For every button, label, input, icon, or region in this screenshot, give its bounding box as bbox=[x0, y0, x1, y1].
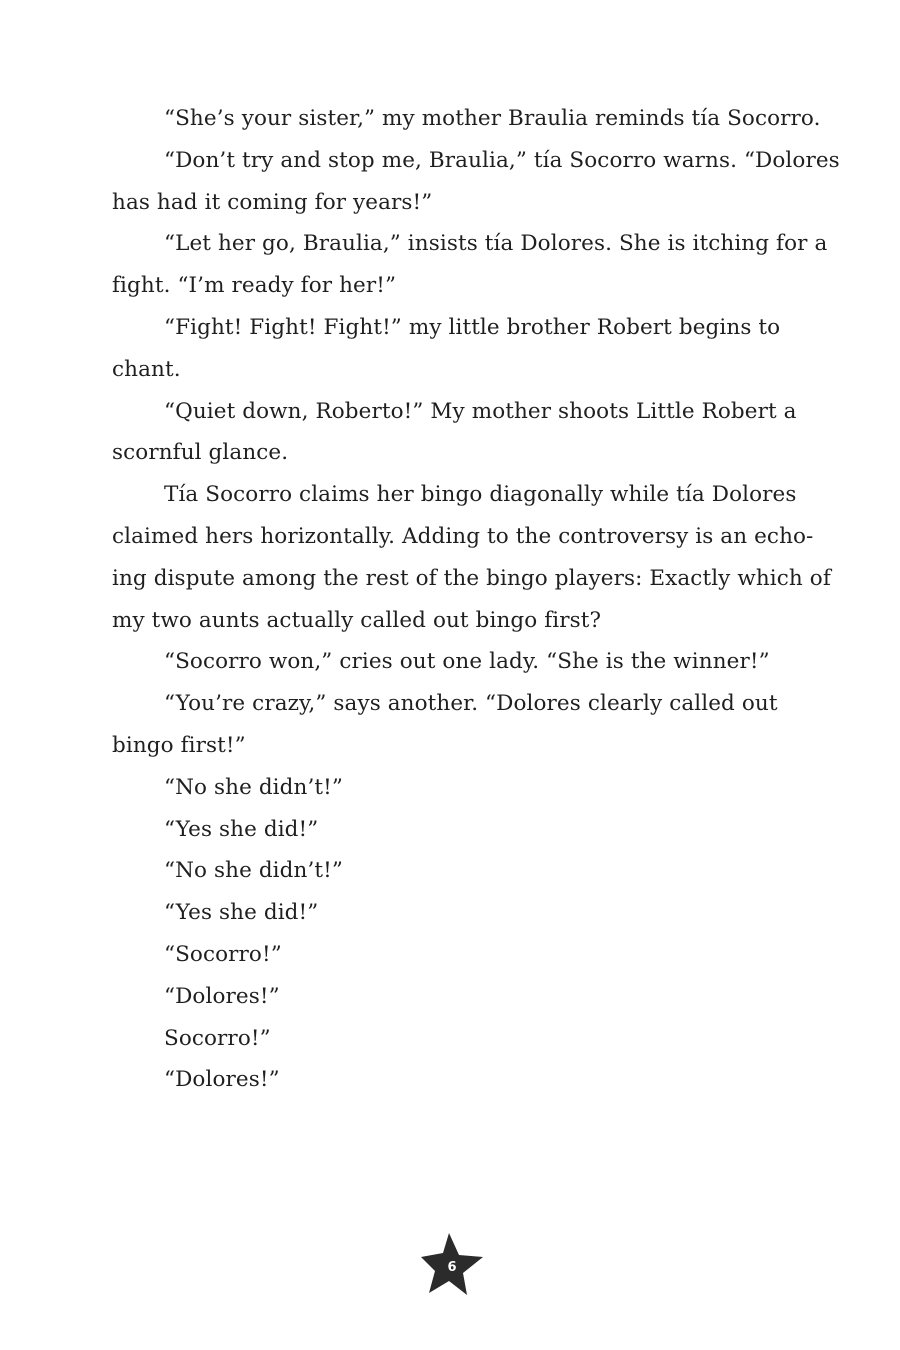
paragraph bbox=[112, 140, 840, 224]
paragraph bbox=[112, 976, 792, 1018]
page-number: 6 bbox=[447, 1259, 457, 1275]
paragraph bbox=[112, 223, 828, 307]
text-line: “No she didn’t!” bbox=[164, 858, 343, 884]
text-line: Socorro!” bbox=[164, 1025, 271, 1051]
text-line: claimed hers horizontally. Adding to the controversy is an echo- bbox=[112, 523, 814, 549]
text-line: has had it coming for years!” bbox=[112, 189, 433, 215]
paragraph bbox=[112, 1018, 792, 1060]
paragraph bbox=[112, 474, 831, 641]
text-line: fight. “I’m ready for her!” bbox=[112, 273, 397, 299]
paragraph bbox=[112, 307, 792, 391]
text-line: “Yes she did!” bbox=[164, 900, 319, 926]
paragraph bbox=[112, 892, 792, 934]
text-line: Tía Socorro claims her bingo diagonally while tía Dolores bbox=[164, 482, 797, 508]
text-line: “Fight! Fight! Fight!” my little brother Robert begins to bbox=[164, 314, 781, 340]
text-line: “Dolores!” bbox=[164, 1067, 280, 1093]
text-line: chant. bbox=[112, 356, 181, 382]
paragraph bbox=[112, 641, 792, 683]
paragraph bbox=[112, 1059, 792, 1101]
text-line: “Socorro won,” cries out one lady. “She is the winner!” bbox=[164, 649, 770, 675]
body-text bbox=[112, 98, 840, 1101]
text-line: “Don’t try and stop me, Braulia,” tía Socorro warns. “Dolores bbox=[164, 147, 840, 173]
text-line: ing dispute among the rest of the bingo players: Exactly which of bbox=[112, 565, 831, 591]
paragraph bbox=[112, 767, 792, 809]
text-line: bingo first!” bbox=[112, 732, 246, 758]
text-line: “Socorro!” bbox=[164, 941, 282, 967]
paragraph bbox=[112, 934, 792, 976]
text-line: my two aunts actually called out bingo first? bbox=[112, 607, 602, 633]
text-line: “Let her go, Braulia,” insists tía Dolores. She is itching for a bbox=[164, 231, 828, 257]
paragraph bbox=[112, 809, 792, 851]
text-line: “Quiet down, Roberto!” My mother shoots Little Robert a bbox=[164, 398, 797, 424]
text-line: “She’s your sister,” my mother Braulia reminds tía Socorro. bbox=[164, 106, 821, 131]
paragraph bbox=[112, 98, 821, 140]
text-line: “Yes she did!” bbox=[164, 816, 319, 842]
text-line: scornful glance. bbox=[112, 440, 289, 466]
paragraph bbox=[112, 850, 792, 892]
text-line: “Dolores!” bbox=[164, 983, 280, 1009]
paragraph bbox=[112, 683, 792, 767]
text-line: “No she didn’t!” bbox=[164, 774, 343, 800]
page-number-marker bbox=[419, 1231, 485, 1297]
text-line: “You’re crazy,” says another. “Dolores clearly called out bbox=[164, 691, 778, 717]
paragraph bbox=[112, 391, 797, 475]
